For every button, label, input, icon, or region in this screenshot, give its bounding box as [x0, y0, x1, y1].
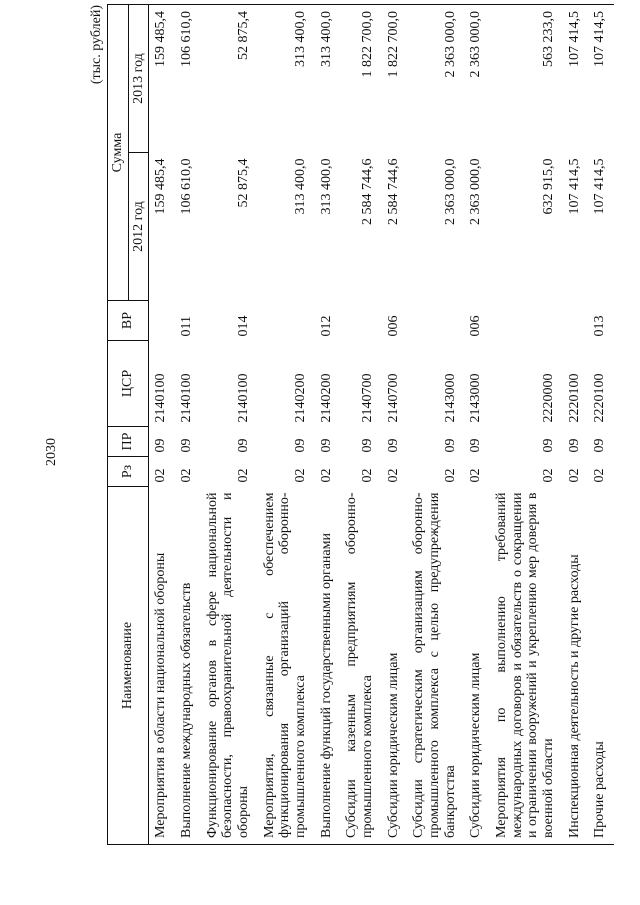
row-sum-2012: 106 610,0: [179, 158, 195, 215]
row-rz: 02: [153, 468, 169, 483]
row-sum-2013: 106 610,0: [175, 5, 201, 153]
header-2013: 2013 год: [128, 5, 149, 153]
row-sum-2013: 107 414,5: [563, 5, 589, 153]
row-vr: 006: [468, 315, 484, 337]
row-pr: 09: [293, 438, 309, 453]
row-vr: 006: [385, 315, 401, 337]
row-rz: 02: [592, 468, 608, 483]
row-csr: 2140100: [179, 373, 195, 423]
table-row: [340, 5, 381, 845]
row-vr: [407, 301, 464, 341]
row-rz: 02: [179, 468, 195, 483]
row-name: Функционирование органов в сфере национальной безопасности, правоохранительной деятельности и обороны: [201, 487, 258, 845]
row-sum-2012: 2 584 744,6: [360, 158, 376, 225]
row-csr: 2140100: [153, 373, 169, 423]
row-rz: 02: [236, 468, 252, 483]
row-name: Мероприятия, связанные с обеспечением функционирования организаций оборонно-промышленного комплекса: [258, 487, 315, 845]
budget-table: [107, 4, 614, 845]
table-body: [149, 5, 614, 845]
row-vr: 014: [236, 315, 252, 337]
row-sum-2012: 159 485,4: [153, 158, 169, 215]
row-csr: 2140700: [360, 373, 376, 423]
row-sum-2013: 52 875,4: [201, 5, 258, 153]
row-rz: 02: [385, 468, 401, 483]
row-vr: [490, 301, 563, 341]
header-2012: 2012 год: [128, 153, 149, 301]
row-rz: 02: [541, 468, 557, 483]
row-rz: 02: [468, 468, 484, 483]
row-vr: [149, 301, 175, 341]
rotated-page-content: [85, 5, 608, 845]
row-csr: 2140200: [318, 373, 334, 423]
table-row: [563, 5, 589, 845]
row-vr: 011: [179, 316, 195, 337]
row-rz: 02: [566, 468, 582, 483]
row-name: Инспекционная деятельность и другие расходы: [563, 487, 589, 845]
table-row: [201, 5, 258, 845]
row-csr: 2220100: [592, 373, 608, 423]
row-vr: 012: [318, 315, 334, 337]
row-pr: 09: [468, 438, 484, 453]
row-vr: 013: [592, 315, 608, 337]
row-sum-2012: 52 875,4: [236, 158, 252, 208]
row-sum-2012: 313 400,0: [318, 158, 334, 215]
row-name: Выполнение функций государственными органами: [315, 487, 341, 845]
header-vr: ВР: [108, 301, 149, 341]
table-row: [315, 5, 341, 845]
row-csr: 2220000: [541, 373, 557, 423]
row-sum-2013: 2 363 000,0: [464, 5, 490, 153]
header-name: Наименование: [108, 487, 149, 845]
row-pr: 09: [566, 438, 582, 453]
row-csr: 2140100: [236, 373, 252, 423]
row-name: Выполнение международных обязательств: [175, 487, 201, 845]
row-name: Субсидии стратегическим организациям оборонно-промышленного комплекса с целью предупреждения банкротства: [407, 487, 464, 845]
header-rz: Рз: [108, 457, 149, 487]
table-header: [108, 5, 149, 845]
row-sum-2013: 1 822 700,0: [340, 5, 381, 153]
row-rz: 02: [293, 468, 309, 483]
row-sum-2013: 159 485,4: [149, 5, 175, 153]
row-csr: 2220100: [566, 373, 582, 423]
row-rz: 02: [442, 468, 458, 483]
row-vr: [258, 301, 315, 341]
row-rz: 02: [318, 468, 334, 483]
row-sum-2013: 313 400,0: [315, 5, 341, 153]
row-csr: 2143000: [468, 373, 484, 423]
row-sum-2012: 313 400,0: [293, 158, 309, 215]
row-pr: 09: [592, 438, 608, 453]
row-sum-2012: 107 414,5: [592, 158, 608, 215]
row-pr: 09: [541, 438, 557, 453]
header-sum: Сумма: [108, 5, 129, 301]
row-name: Субсидии казенным предприятиям оборонно-промышленного комплекса: [340, 487, 381, 845]
row-sum-2012: 632 915,0: [541, 158, 557, 215]
row-name: Мероприятия по выполнению требований международных договоров и обязательств о сокращении и ограничении вооружений и укреплению мер доверия в военной области: [490, 487, 563, 845]
row-sum-2013: 563 233,0: [490, 5, 563, 153]
row-pr: 09: [153, 438, 169, 453]
row-csr: 2140700: [385, 373, 401, 423]
table-row: [175, 5, 201, 845]
row-sum-2013: 107 414,5: [588, 5, 614, 153]
row-sum-2012: 2 363 000,0: [468, 158, 484, 225]
header-csr: ЦСР: [108, 341, 149, 427]
row-name: Прочие расходы: [588, 487, 614, 845]
row-name: Субсидии юридическим лицам: [464, 487, 490, 845]
header-pr: ПР: [108, 427, 149, 457]
table-row: [258, 5, 315, 845]
row-csr: 2143000: [442, 373, 458, 423]
row-pr: 09: [179, 438, 195, 453]
row-name: Мероприятия в области национальной обороны: [149, 487, 175, 845]
row-sum-2012: 2 363 000,0: [442, 158, 458, 225]
row-rz: 02: [360, 468, 376, 483]
row-csr: 2140200: [293, 373, 309, 423]
page-number: 2030: [44, 438, 59, 466]
table-row: [407, 5, 464, 845]
table-row: [382, 5, 408, 845]
row-pr: 09: [360, 438, 376, 453]
table-row: [464, 5, 490, 845]
row-name: Субсидии юридическим лицам: [382, 487, 408, 845]
row-sum-2012: 2 584 744,6: [385, 158, 401, 225]
row-pr: 09: [236, 438, 252, 453]
table-row: [149, 5, 175, 845]
table-row: [490, 5, 563, 845]
row-pr: 09: [318, 438, 334, 453]
row-pr: 09: [442, 438, 458, 453]
row-sum-2013: 2 363 000,0: [407, 5, 464, 153]
row-sum-2013: 313 400,0: [258, 5, 315, 153]
row-sum-2012: 107 414,5: [566, 158, 582, 215]
table-row: [588, 5, 614, 845]
row-sum-2013: 1 822 700,0: [382, 5, 408, 153]
unit-note: (тыс. рублей): [89, 5, 104, 85]
row-vr: [563, 301, 589, 341]
row-vr: [340, 301, 381, 341]
row-pr: 09: [385, 438, 401, 453]
